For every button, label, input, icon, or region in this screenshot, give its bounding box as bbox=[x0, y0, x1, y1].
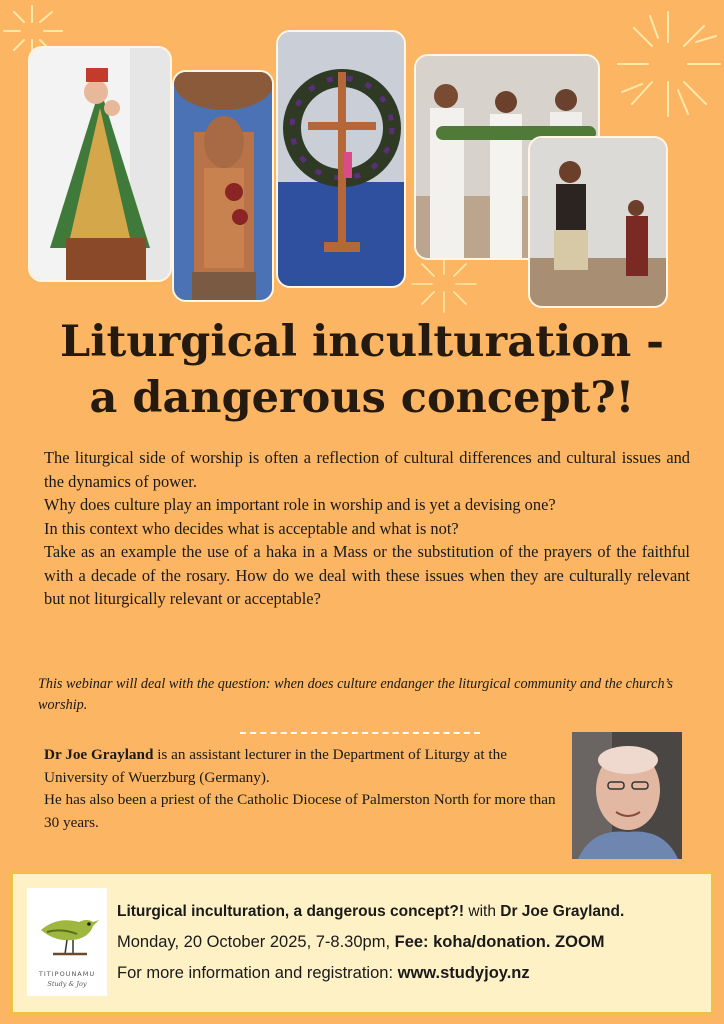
bio-text: is an assistant lecturer in the Department of Liturgy at the University of Wuerzburg (Germany). bbox=[44, 746, 507, 786]
event-speaker: Dr Joe Grayland. bbox=[500, 903, 625, 920]
description-paragraph: The liturgical side of worship is often a reflection of cultural differences and cultural issues and the dynamics of power. bbox=[44, 448, 690, 491]
event-details bbox=[117, 896, 707, 989]
title-line-2: a dangerous concept?! bbox=[89, 373, 635, 423]
description-paragraph: In this context who decides what is acceptable and what is not? bbox=[44, 518, 459, 538]
speaker-bio bbox=[44, 744, 574, 834]
event-title: Liturgical inculturation, a dangerous concept?! bbox=[117, 903, 465, 920]
title-line-1: Liturgical inculturation - bbox=[59, 317, 665, 367]
speaker-name: Dr Joe Grayland bbox=[44, 746, 154, 763]
advent-wreath-photo bbox=[276, 30, 406, 288]
page-title bbox=[0, 314, 724, 426]
website-link[interactable]: www.studyjoy.nz bbox=[397, 964, 530, 982]
speaker-portrait bbox=[572, 732, 682, 859]
logo-tagline: Study & Joy bbox=[47, 980, 87, 988]
organisation-logo bbox=[27, 888, 107, 996]
event-fee: Fee: koha/donation. ZOOM bbox=[394, 933, 605, 951]
description-paragraph: Take as an example the use of a haka in a Mass or the substitution of the prayers of the faithful with a decade of the rosary. How do we deal with these issues when they are culturally relevant but not liturgically relevant or acceptable? bbox=[44, 542, 690, 608]
description bbox=[44, 446, 690, 611]
webinar-note: This webinar will deal with the question: when does culture endanger the liturgical community and the church’s worship. bbox=[38, 676, 673, 713]
madonna-statue-photo bbox=[28, 46, 172, 282]
maori-carving-photo bbox=[172, 70, 274, 302]
info-text: For more information and registration: bbox=[117, 964, 398, 982]
event-with: with bbox=[464, 903, 501, 920]
logo-wordmark: TITIPOUNAMU bbox=[38, 970, 96, 978]
haka-performers-photo bbox=[528, 136, 668, 308]
description-paragraph: Why does culture play an important role in worship and is yet a devising one? bbox=[44, 495, 556, 514]
dashed-divider bbox=[240, 732, 480, 734]
sparkle-middle-icon bbox=[408, 252, 480, 316]
sparkle-top-right-icon bbox=[612, 8, 724, 128]
bio-text: He has also been a priest of the Catholic Diocese of Palmerston North for more than 30 years. bbox=[44, 791, 556, 831]
event-date-time: Monday, 20 October 2025, 7-8.30pm, bbox=[117, 933, 395, 951]
event-footer bbox=[10, 871, 714, 1015]
bird-icon bbox=[27, 888, 107, 968]
